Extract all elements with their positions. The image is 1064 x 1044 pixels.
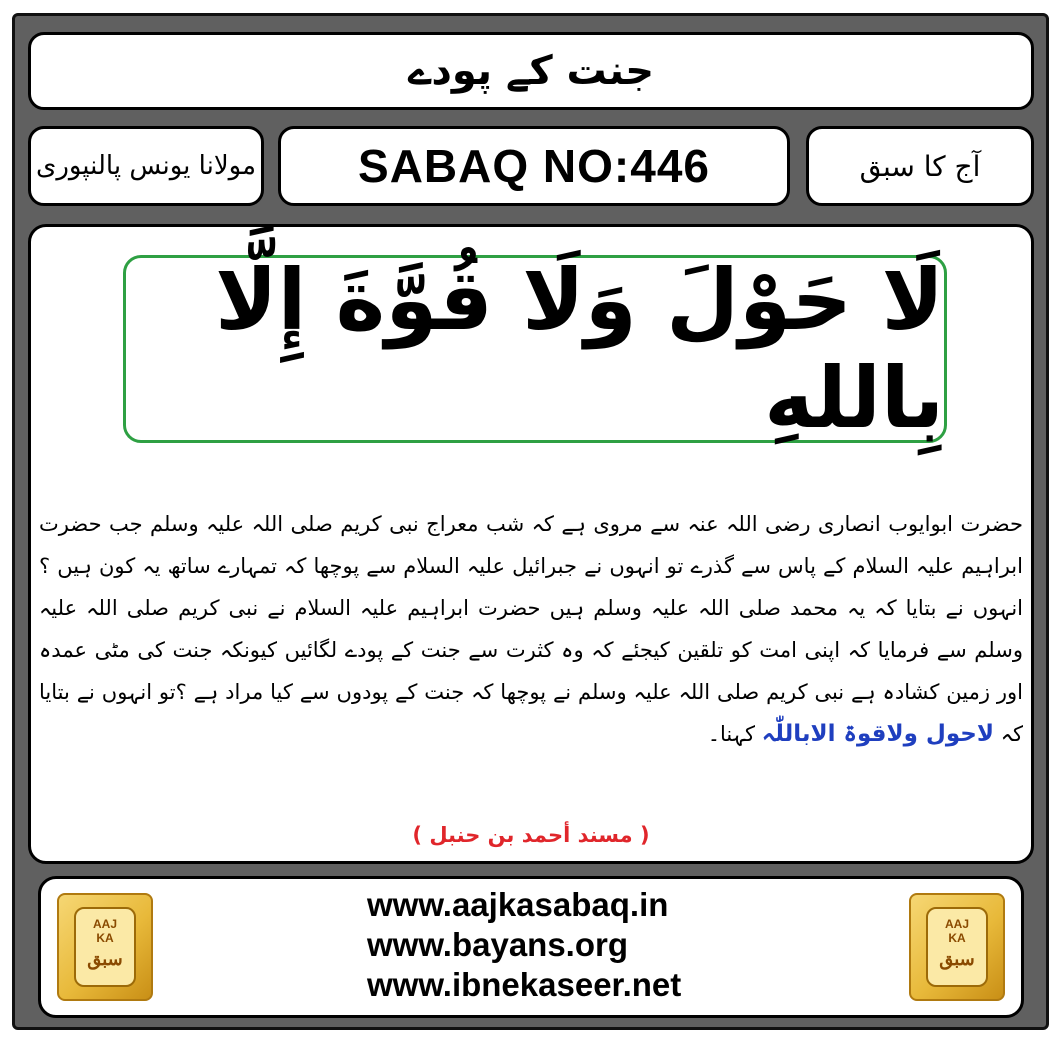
- logo-line-1: AAJ: [92, 917, 117, 931]
- logo-line-3: سبق: [939, 949, 975, 969]
- hadith-line: کے پاس سے گذرے تو انہوں نے جبرائیل علیہ السلام سے پوچھا کہ تمہارے ساتھ یہ کون ہیں ؟انہوں نے بتایا کہ یہ: [39, 554, 1023, 620]
- footer-panel: [38, 876, 1024, 1018]
- logo-badge: [74, 907, 136, 987]
- hadith-line: محمد صلی اللہ علیہ وسلم ہیں حضرت ابراہیم علیہ السلام نے نبی کریم صلی اللہ علیہ وسلم سے فرمایا کہ اپنی امت کو تلقین کیجئے کہ وہ: [39, 596, 1023, 662]
- lesson-number: SABAQ NO:446: [358, 140, 710, 192]
- author-box: [28, 126, 264, 206]
- author-name: مولانا یونس پالنپوری: [35, 151, 257, 181]
- website-link[interactable]: www.ibnekaseer.net: [367, 966, 682, 1003]
- logo-line-2: KA: [96, 931, 114, 945]
- website-link[interactable]: www.aajkasabaq.in: [367, 886, 669, 923]
- title-bar: [28, 32, 1034, 110]
- hadith-reference: ( مسند أحمد بن حنبل ): [412, 823, 650, 847]
- lesson-label-box: [806, 126, 1034, 206]
- hadith-last-line-after: کہنا۔: [707, 722, 756, 746]
- logo-line-2: KA: [948, 931, 966, 945]
- page-title: جنت کے پودے: [407, 48, 655, 94]
- content-panel: [28, 224, 1034, 864]
- dua-box: [123, 251, 947, 447]
- lesson-label: آج کا سبق: [859, 149, 981, 183]
- hadith-line: کثرت سے جنت کے پودے لگائیں کیونکہ جنت کی مٹی عمدہ اور زمین کشادہ ہے نبی کریم صلی اللہ علیہ وسلم نے پوچھا کہ جنت: [39, 638, 1023, 704]
- logo-badge: [926, 907, 988, 987]
- highlighted-dua: لاحول ولاقوۃ الاباللّٰہ: [761, 721, 994, 747]
- aaj-ka-sabaq-logo: [57, 893, 153, 1001]
- logo-line-3: سبق: [87, 949, 123, 969]
- dua-text: لَا حَوْلَ وَلَا قُوَّةَ إِلَّا بِاللهِ: [215, 251, 944, 447]
- hadith-line: حضرت ابوایوب انصاری رضی اللہ عنہ سے مروی ہے کہ شب معراج نبی کریم صلی اللہ علیہ وسلم جب حضرت ابراہیم علیہ السلام: [39, 512, 1023, 578]
- website-links: [367, 885, 767, 1005]
- hadith-text: [39, 503, 1023, 755]
- aaj-ka-sabaq-logo: [909, 893, 1005, 1001]
- logo-line-1: AAJ: [944, 917, 969, 931]
- website-link[interactable]: www.bayans.org: [367, 926, 629, 963]
- hadith-last-line-before: کے پودوں سے کیا مراد ہے ؟تو انہوں نے بتایا کہ: [39, 680, 1023, 746]
- lesson-number-box: [278, 126, 790, 206]
